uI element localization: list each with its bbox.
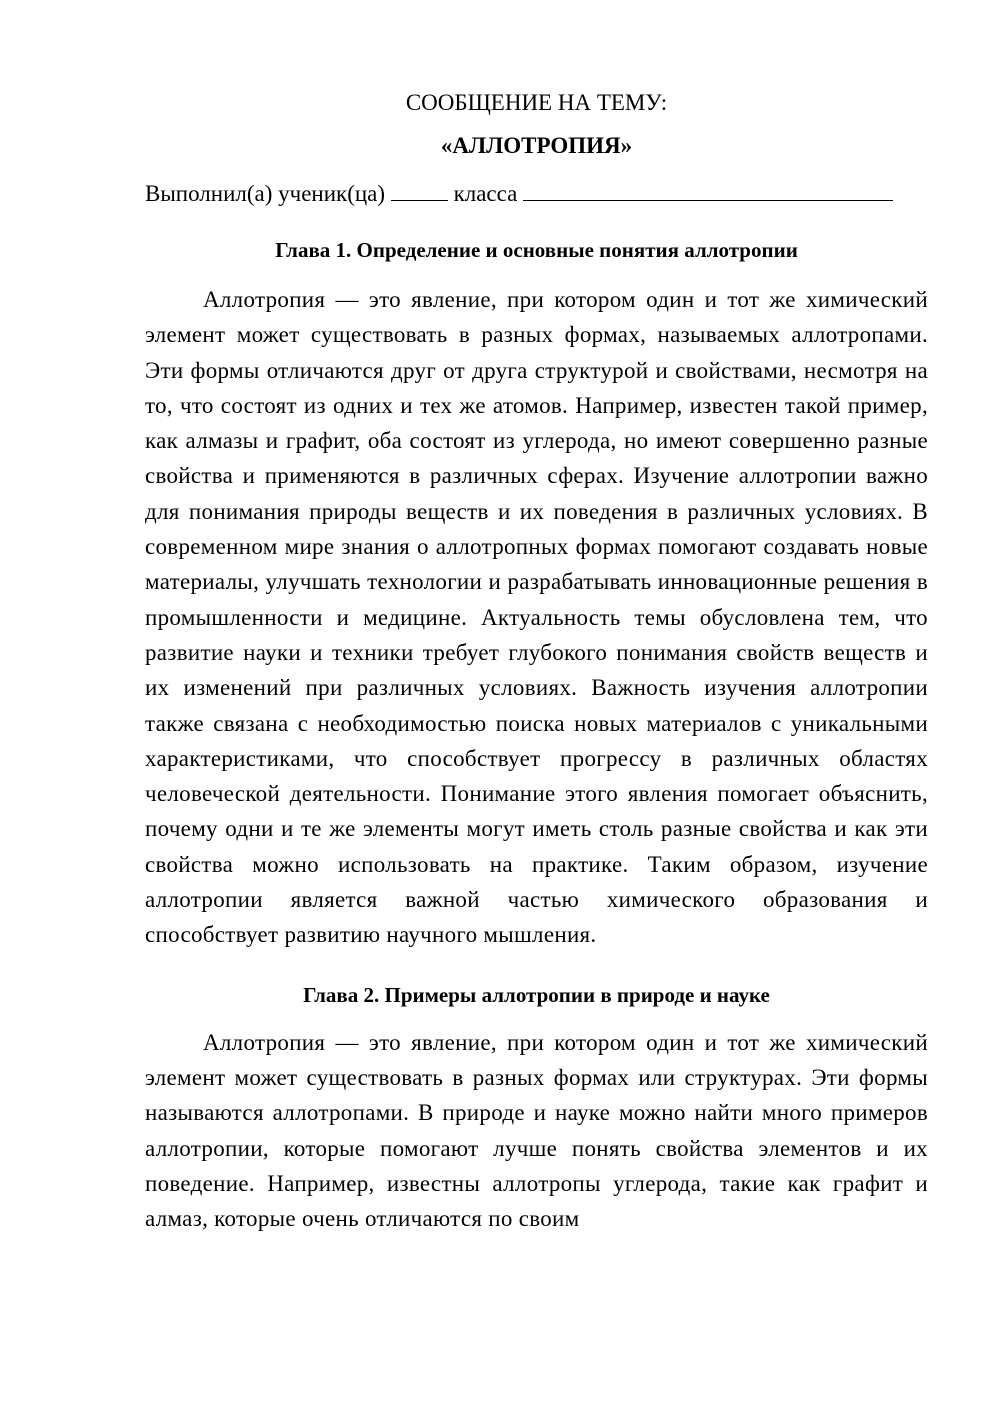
class-number-blank (391, 180, 448, 201)
chapter-1-heading: Глава 1. Определение и основные понятия аллотропии (275, 238, 798, 262)
topic-line: СООБЩЕНИЕ НА ТЕМУ: (405, 90, 668, 115)
chapter-2-text: Аллотропия — это явление, при котором один и тот же химический элемент может существовать в разных формах или структурах. Эти формы называются аллотропами. В природе и науке можно найти много примеров аллотропии, которые помогают лучше понять свойства элементов и их поведение. Например, известны аллотропы углерода, такие как графит и алмаз, которые очень отличаются по своим (145, 1029, 928, 1232)
chapter-1-text: Аллотропия — это явление, при котором один и тот же химический элемент может существовать в разных формах, называемых аллотропами. Эти формы отличаются друг от друга структурой и свойствами, несмотря на то, что состоят из одних и тех же атомов. Например, известен такой пример, как алмазы и графит, оба состоят из углерода, но имеют совершенно разные свойства и применяются в различных сферах. Изучение аллотропии важно для понимания природы веществ и их поведения в различных условиях. В современном мире знания о аллотропных формах помогают создавать новые материалы, улучшать технологии и разрабатывать инновационные решения в промышленности и медицине. Актуальность темы обусловлена тем, что развитие науки и техники требует глубокого понимания свойств веществ и их изменений при различных условиях. Важность изучения аллотропии также связана с необходимостью поиска новых материалов с уникальными характеристиками, что способствует прогрессу в различных областях человеческой деятельности. Понимание этого явления помогает объяснить, почему одни и те же элементы могут иметь столь разные свойства и как эти свойства можно использовать на практике. Таким образом, изучение аллотропии является важной частью химического образования и способствует развитию научного мышления. (145, 287, 928, 948)
document-title: «АЛЛОТРОПИЯ» (440, 133, 633, 158)
document-body (145, 88, 928, 1236)
author-line (145, 179, 928, 209)
student-name-blank (523, 180, 893, 201)
author-prefix: Выполнил(а) ученик(ца) (145, 181, 386, 206)
class-label: класса (453, 181, 518, 206)
chapter-2-heading: Глава 2. Примеры аллотропии в природе и науке (303, 982, 770, 1007)
